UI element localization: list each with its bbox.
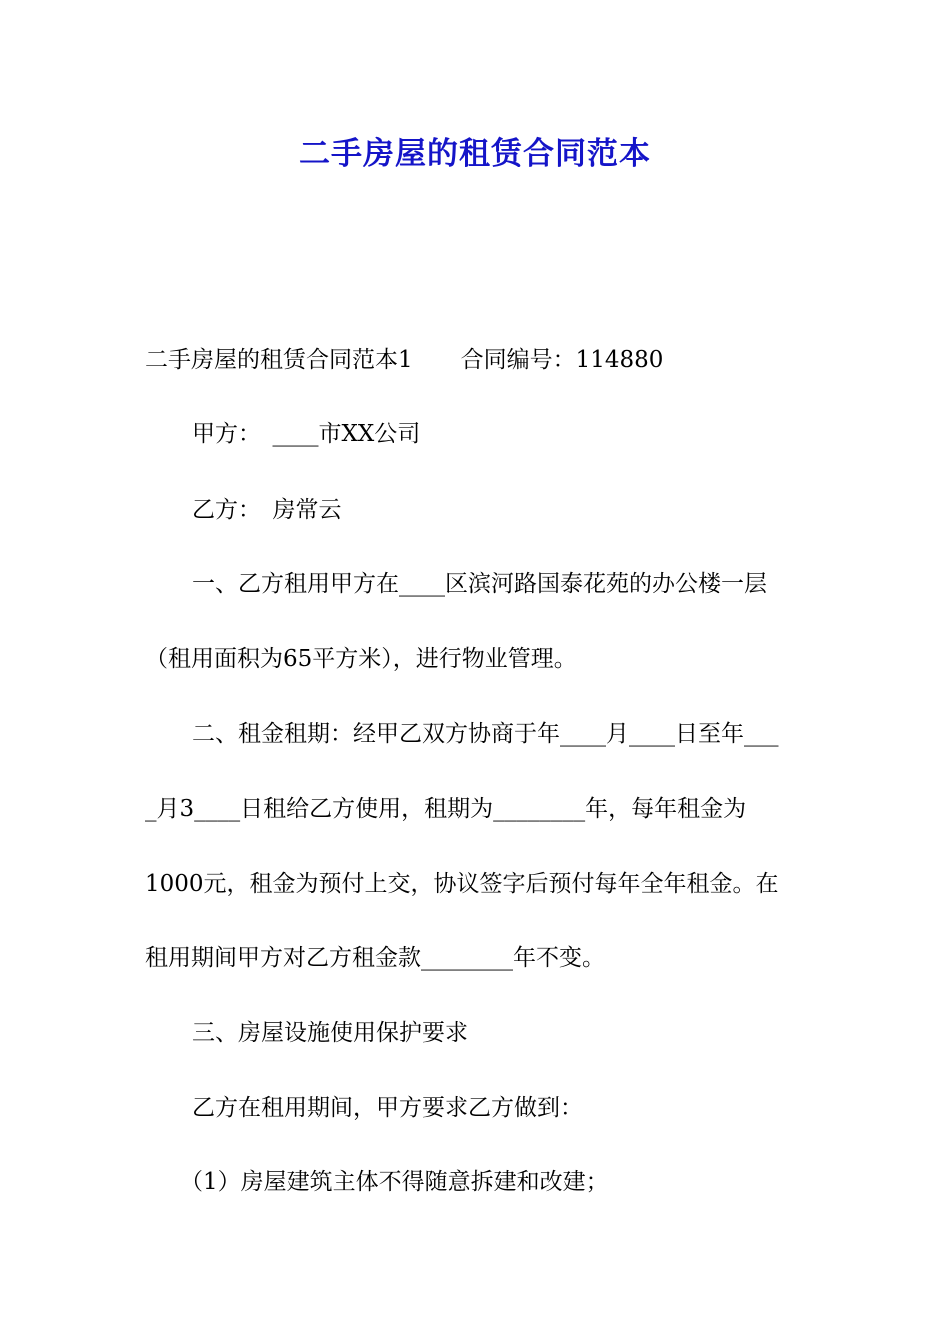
clause-3-item-1: （1）房屋建筑主体不得随意拆建和改建； bbox=[180, 1169, 609, 1195]
party-a: 甲方： ____市XX公司 bbox=[192, 421, 421, 447]
clause-3-intro: 乙方在租用期间，甲方要求乙方做到： bbox=[192, 1095, 583, 1121]
clause-2-line-4: 租用期间甲方对乙方租金款________年不变。 bbox=[145, 945, 605, 971]
clause-3-title: 三、房屋设施使用保护要求 bbox=[192, 1020, 468, 1046]
clause-1-line-1: 一、乙方租用甲方在____区滨河路国泰花苑的办公楼一层 bbox=[192, 571, 767, 597]
clause-2-line-2: _月3____日租给乙方使用，租期为________年，每年租金为 bbox=[145, 796, 747, 822]
contract-number: 合同编号：114880 bbox=[460, 347, 664, 373]
document-title: 二手房屋的租赁合同范本 bbox=[299, 136, 651, 172]
clause-1-line-2: （租用面积为65平方米），进行物业管理。 bbox=[145, 646, 577, 672]
contract-heading-line bbox=[145, 344, 810, 376]
clause-2-line-3: 1000元，租金为预付上交，协议签字后预付每年全年租金。在 bbox=[145, 871, 779, 897]
contract-heading: 二手房屋的租赁合同范本1 bbox=[145, 347, 413, 373]
clause-2-line-1: 二、租金租期：经甲乙双方协商于年____月____日至年___ bbox=[192, 721, 779, 747]
party-b: 乙方： 房常云 bbox=[192, 497, 342, 523]
